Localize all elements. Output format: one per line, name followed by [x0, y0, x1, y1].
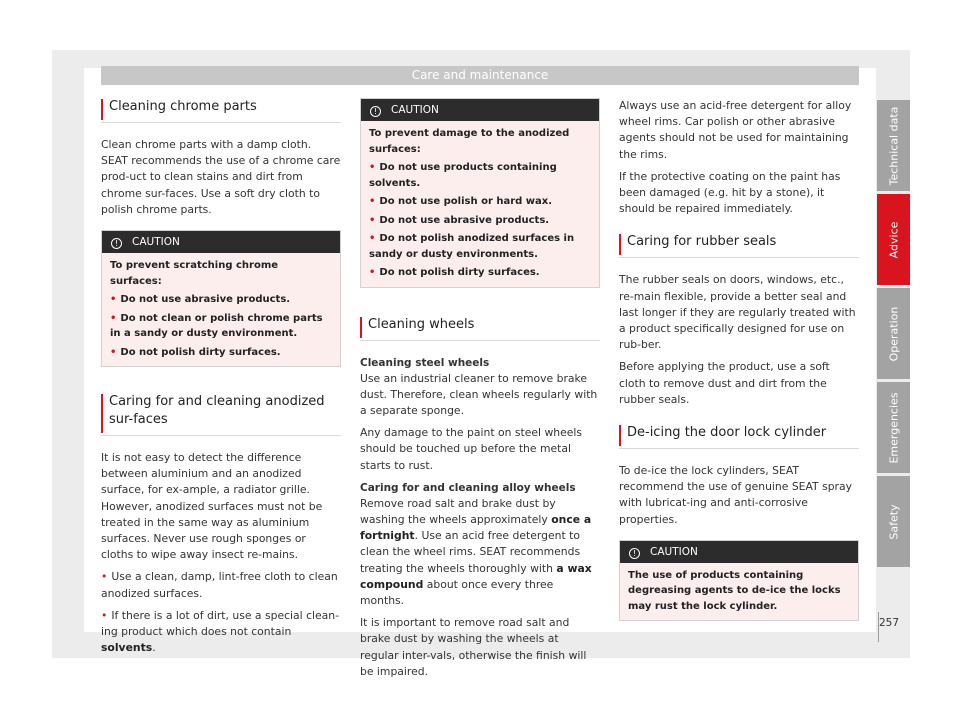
bullet-icon: •: [369, 196, 376, 207]
steel-wheels-p2: Any damage to the paint on steel wheels should be touched up before the metal starts to rust.: [360, 426, 583, 472]
anodized-intro: It is not easy to detect the difference between aluminium and an anodized surface, for ex-ample, a radiator grille. However, anodized surfaces must not be treated in the same way as aluminium surfaces. Never use rough sponges or cloths to wipe away insect re-mains.: [101, 451, 323, 562]
caution-label: CAUTION: [650, 545, 698, 558]
caution-lead: To prevent scratching chrome surfaces:: [110, 260, 279, 287]
alloy-wheels-p1: Remove road salt and brake dust by washing the wheels approximately once a fortnight. Use an acid free detergent to clean the wheel rims. SEAT recommends treating the wheels thoroughly with a wax compound about once every three months.: [360, 496, 592, 607]
tab-technical-data[interactable]: Technical data: [877, 100, 910, 191]
column-left: [101, 98, 341, 662]
anodized-bullet-1: • Use a clean, damp, lint-free cloth to clean anodized surfaces.: [101, 570, 338, 600]
tab-safety[interactable]: Safety: [877, 476, 910, 567]
bullet-icon: •: [110, 346, 117, 358]
page-number: 257: [879, 617, 900, 629]
bullet-icon: •: [369, 214, 376, 226]
bullet-icon: •: [369, 233, 376, 244]
alloy-wheels-p2: It is important to remove road salt and brake dust by washing the wheels at regular inter-vals, otherwise the finish will be impaired.: [360, 616, 587, 678]
bullet-icon: •: [101, 608, 108, 622]
caution-item: • Do not use products containing solvents.: [369, 162, 557, 189]
rubber-p1: The rubber seals on doors, windows, etc., re-main flexible, provide a better seal and last longer if they are regularly treated with a product specifically designed for use on rub-ber.: [619, 273, 856, 352]
section-header: Care and maintenance: [101, 66, 859, 85]
caution-body: [102, 253, 340, 366]
bullet-icon: •: [101, 570, 108, 584]
caution-item: • Do not use polish or hard wax.: [369, 196, 553, 207]
heading-cleaning-chrome: Cleaning chrome parts: [101, 98, 341, 123]
caution-header: [620, 541, 858, 563]
bullet-icon: •: [110, 312, 117, 324]
caution-box-anodized: [360, 98, 600, 288]
caution-box-chrome: [101, 230, 341, 367]
caution-item: • Do not polish dirty surfaces.: [369, 267, 540, 278]
alloy-wheels-p4: If the protective coating on the paint has been damaged (e.g. hit by a stone), it should be repaired immediately.: [619, 169, 841, 216]
steel-wheels-subheading: Cleaning steel wheels: [360, 356, 490, 369]
caution-item: • Do not use abrasive products.: [110, 294, 291, 306]
caution-label: CAUTION: [132, 236, 180, 249]
caution-body: [361, 121, 599, 287]
info-icon: !: [111, 238, 122, 249]
caution-header: [361, 99, 599, 121]
caution-lead: To prevent damage to the anodized surfaces:: [369, 128, 570, 155]
heading-deicing-lock: De-icing the door lock cylinder: [619, 424, 859, 449]
caution-body: [620, 563, 858, 621]
tab-operation[interactable]: Operation: [877, 288, 910, 379]
alloy-wheels-p3: Always use an acid-free detergent for alloy wheel rims. Car polish or other abrasive agents should not be used for maintaining the rims.: [619, 99, 852, 161]
bullet-icon: •: [110, 294, 117, 306]
heading-cleaning-wheels: Cleaning wheels: [360, 316, 600, 341]
heading-rubber-seals: Caring for rubber seals: [619, 233, 859, 258]
section-tabs: [877, 100, 910, 570]
steel-wheels-p1: Use an industrial cleaner to remove brake dust. Therefore, clean wheels regularly with a separate sponge.: [360, 371, 598, 417]
column-right: [619, 98, 859, 621]
heading-anodized: Caring for and cleaning anodized sur-faces: [101, 393, 341, 436]
anodized-bullet-2: • If there is a lot of dirt, use a special clean-ing product which does not contain solvents.: [101, 608, 340, 655]
caution-item: • Do not polish dirty surfaces.: [110, 346, 281, 358]
caution-label: CAUTION: [391, 104, 439, 116]
caution-item: • Do not use abrasive products.: [369, 214, 550, 226]
caution-box-deice: [619, 540, 859, 622]
info-icon: !: [370, 106, 381, 117]
info-icon: !: [629, 548, 640, 559]
bullet-icon: •: [369, 267, 376, 278]
tab-advice[interactable]: Advice: [877, 194, 910, 285]
caution-header: [102, 231, 340, 253]
caution-item: • Do not polish anodized surfaces in sandy or dusty environments.: [369, 233, 575, 260]
alloy-wheels-subheading: Caring for and cleaning alloy wheels: [360, 481, 576, 494]
bullet-icon: •: [369, 162, 376, 173]
caution-text: The use of products containing degreasing agents to de-ice the locks may rust the lock cylinder.: [628, 569, 841, 612]
chrome-intro: Clean chrome parts with a damp cloth. SEAT recommends the use of a chrome care prod-uct to clean stains and dirt from chrome sur-faces. Use a soft dry cloth to polish chrome parts.: [101, 138, 341, 216]
caution-item: • Do not clean or polish chrome parts in a sandy or dusty environment.: [110, 312, 323, 340]
deice-p1: To de-ice the lock cylinders, SEAT recommend the use of genuine SEAT spray with lubricat-ing and anti-corrosive properties.: [619, 464, 852, 526]
column-middle: [360, 98, 600, 686]
tab-emergencies[interactable]: Emergencies: [877, 382, 910, 473]
rubber-p2: Before applying the product, use a soft cloth to remove dust and dirt from the rubber seals.: [619, 360, 830, 406]
